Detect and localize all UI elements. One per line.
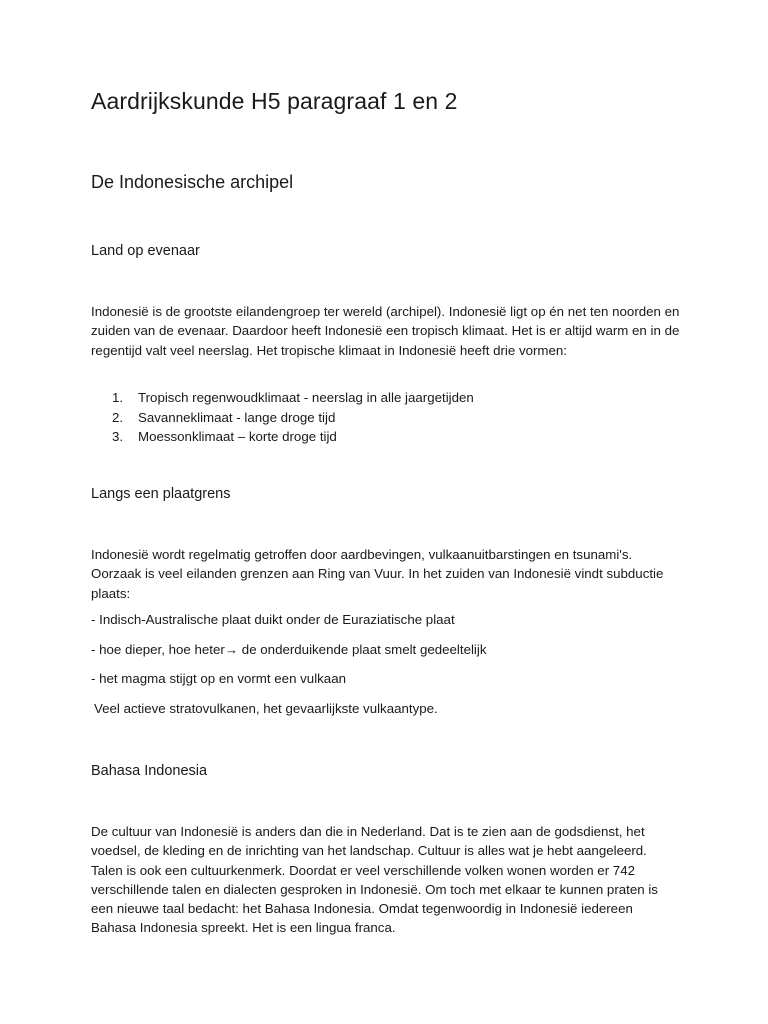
document-title: Aardrijkskunde H5 paragraaf 1 en 2 <box>91 88 458 114</box>
paragraph-bahasa-indonesia: De cultuur van Indonesië is anders dan die in Nederland. Dat is te zien aan de godsdienst, het voedsel, de kleding en de inrichting van het landschap. Cultuur is alles wat je hebt aangeleerd. Talen is ook een cultuurkenmerk. Doordat er veel verschillende volken wonen worden er 742 verschillende talen en dialecten gesproken in Indonesië. Om toch met elkaar te kunnen praten is een nieuwe taal bedacht: het Bahasa Indonesia. Omdat tegenwoordig in Indonesië iedereen Bahasa Indonesia spreekt. Het is een lingua franca. <box>91 824 658 936</box>
list-item <box>112 388 474 408</box>
list-item-number: 1. <box>112 390 124 405</box>
paragraph-land-op-evenaar: Indonesië is de grootste eilandengroep ter wereld (archipel). Indonesië ligt op én net ten noorden en zuiden van de evenaar. Daardoor heeft Indonesië een tropisch klimaat. Het is er altijd warm en in de regentijd valt veel neerslag. Het tropische klimaat in Indonesië heeft drie vormen: <box>91 304 680 358</box>
list-item-text: Moessonklimaat – korte droge tijd <box>138 429 337 445</box>
subheading-langs-een-plaatgrens: Langs een plaatgrens <box>91 486 231 502</box>
list-item-number: 3. <box>112 429 124 445</box>
list-item <box>112 427 474 447</box>
subduction-line: - hoe dieper, hoe heter→ de onderduikende plaat smelt gedeeltelijk <box>91 642 487 657</box>
list-item-number: 2. <box>112 409 124 425</box>
subduction-line: - Indisch-Australische plaat duikt onder de Euraziatische plaat <box>91 612 455 627</box>
subheading-bahasa-indonesia: Bahasa Indonesia <box>91 763 208 779</box>
climate-list <box>112 388 474 447</box>
list-item-text: Tropisch regenwoudklimaat - neerslag in alle jaargetijden <box>138 390 474 405</box>
list-item-text: Savanneklimaat - lange droge tijd <box>138 409 336 425</box>
subheading-land-op-evenaar: Land op evenaar <box>91 243 200 259</box>
chapter-heading: De Indonesische archipel <box>91 172 294 192</box>
stratovolcano-line: Veel actieve stratovulkanen, het gevaarlijkste vulkaantype. <box>94 701 438 716</box>
subduction-line: - het magma stijgt op en vormt een vulkaan <box>91 671 346 686</box>
list-item <box>112 408 474 428</box>
paragraph-langs-een-plaatgrens: Indonesië wordt regelmatig getroffen door aardbevingen, vulkaanuitbarstingen en tsunami's. Oorzaak is veel eilanden grenzen aan Ring van Vuur. In het zuiden van Indonesië vindt subductie plaats: <box>91 547 664 601</box>
